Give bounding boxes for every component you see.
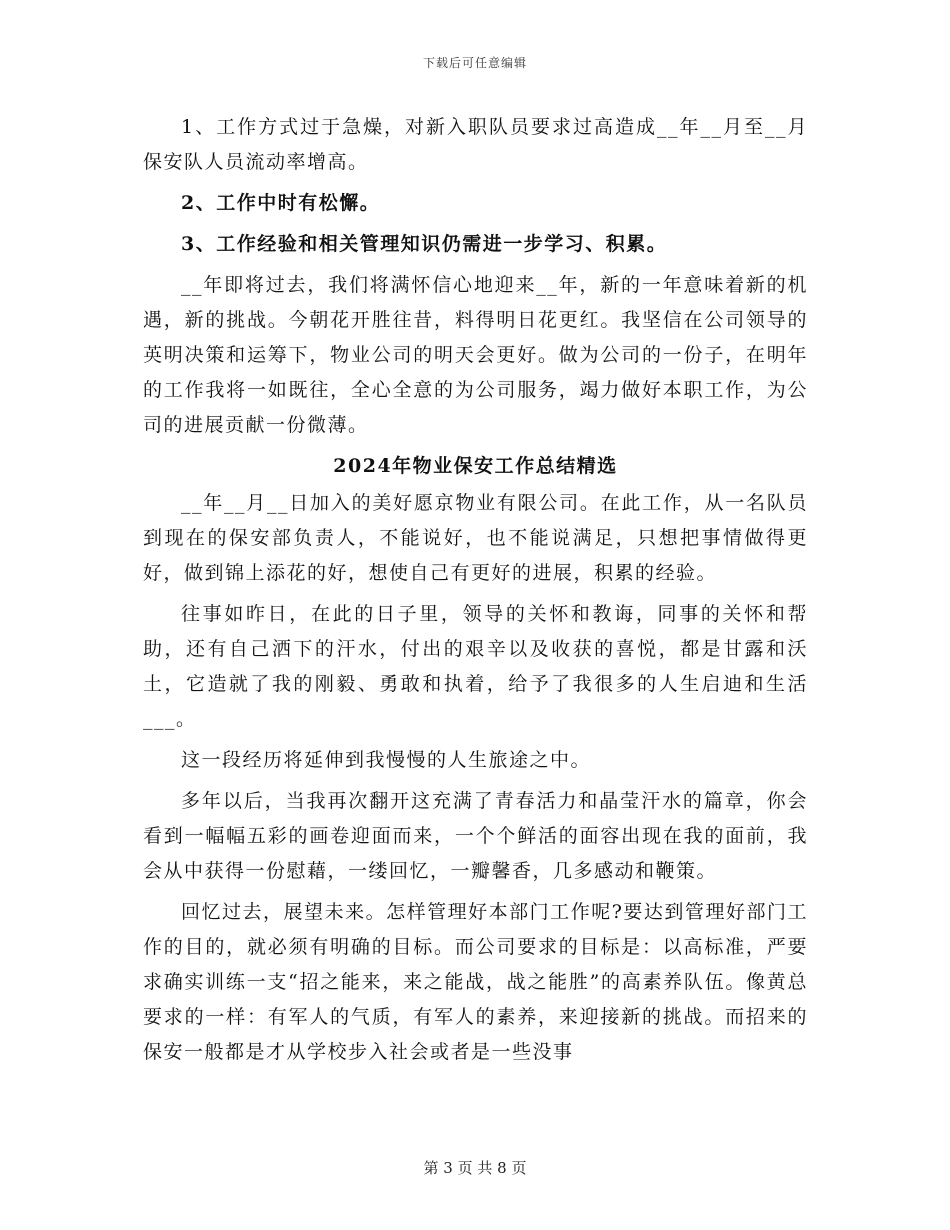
paragraph-issue-1: 1、工作方式过于急燥，对新入职队员要求过高造成__年__月至__月保安队人员流动率增高。 [143, 116, 808, 173]
section-title: 2024年物业保安工作总结精选 [333, 455, 618, 477]
page-number: 第 3 页 共 8 页 [423, 1159, 527, 1177]
paragraph-memories: 往事如昨日，在此的日子里，领导的关怀和教诲，同事的关怀和帮助，还有自己洒下的汗水，付出的艰辛以及收获的喜悦，都是甘露和沃土，它造就了我的刚毅、勇敢和执着，给予了我很多的人生启迪和生活___。 [143, 603, 808, 730]
page-header-note: 下载后可任意编辑 [422, 56, 527, 70]
paragraph-issue-2: 2、工作中时有松懈。 [181, 192, 381, 214]
document-body [143, 110, 808, 1076]
paragraph-intro: __年__月__日加入的美好愿京物业有限公司。在此工作，从一名队员到现在的保安部负责人，不能说好，也不能说满足，只想把事情做得更好，做到锦上添花的好，想使自己有更好的进展，积累的经验。 [143, 492, 808, 584]
paragraph-future: 多年以后，当我再次翻开这充满了青春活力和晶莹汗水的篇章，你会看到一幅幅五彩的画卷迎面而来，一个个鲜活的面容出现在我的面前，我会从中获得一份慰藉，一缕回忆，一瓣馨香，几多感动和鞭策。 [143, 790, 808, 882]
paragraph-issue-3: 3、工作经验和相关管理知识仍需进一步学习、积累。 [181, 233, 668, 255]
paragraph-outlook: __年即将过去，我们将满怀信心地迎来__年，新的一年意味着新的机遇，新的挑战。今朝花开胜往昔，料得明日花更红。我坚信在公司领导的英明决策和运筹下，物业公司的明天会更好。做为公司的一份子，在明年的工作我将一如既往，全心全意的为公司服务，竭力做好本职工作，为公司的进展贡献一份微薄。 [143, 274, 808, 436]
paragraph-journey: 这一段经历将延伸到我慢慢的人生旅途之中。 [181, 749, 592, 771]
paragraph-management: 回忆过去，展望未来。怎样管理好本部门工作呢?要达到管理好部门工作的目的，就必须有明确的目标。而公司要求的目标是：以高标准，严要求确实训练一支“招之能来，来之能战，战之能胜”的高素养队伍。像黄总要求的一样：有军人的气质，有军人的素养，来迎接新的挑战。而招来的保安一般都是才从学校步入社会或者是一些没事 [143, 901, 808, 1063]
